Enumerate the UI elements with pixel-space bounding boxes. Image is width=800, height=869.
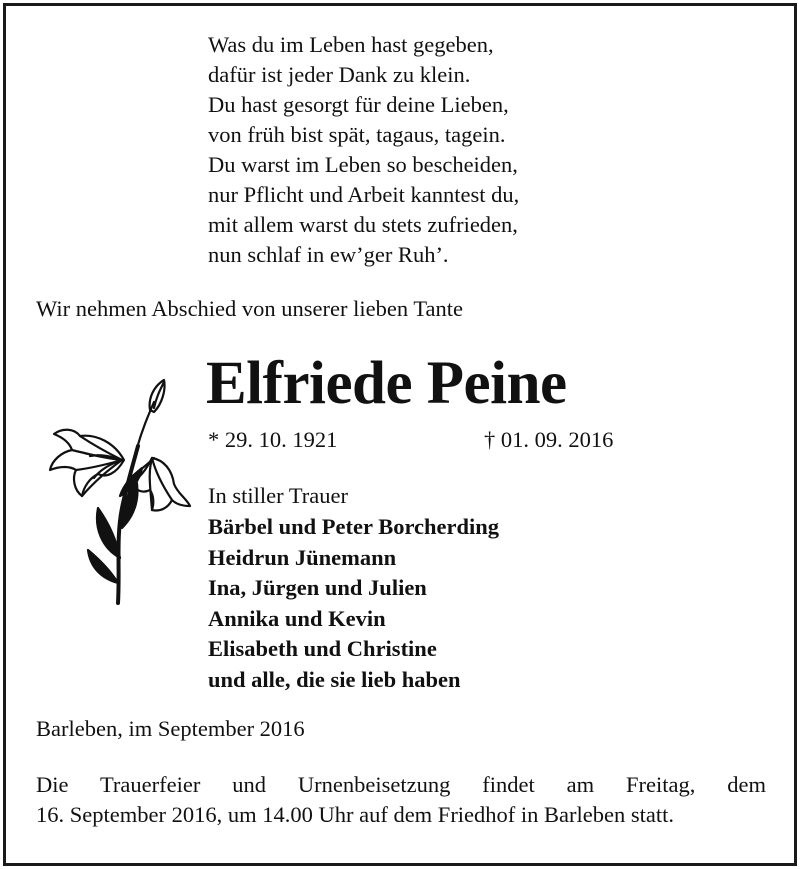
- poem-line: von früh bist spät, tagaus, tagein.: [208, 122, 506, 147]
- mourner-list: [208, 512, 499, 695]
- service-line: Die Trauerfeier und Urnenbeisetzung findet am Freitag, dem: [36, 772, 766, 797]
- mourning-intro: In stiller Trauer: [208, 483, 348, 508]
- mourner-name: Elisabeth und Christine: [208, 636, 437, 661]
- mourner-name: Ina, Jürgen und Julien: [208, 575, 427, 600]
- deceased-name: Elfriede Peine: [206, 350, 567, 417]
- place-date: Barleben, im September 2016: [36, 716, 305, 741]
- mourner-name: Bärbel und Peter Borcherding: [208, 514, 500, 539]
- mourner-name: Heidrun Jünemann: [208, 544, 397, 570]
- lily-icon: [36, 378, 196, 606]
- mourner-name: und alle, die sie lieb haben: [208, 666, 461, 692]
- death-date: † 01. 09. 2016: [484, 427, 614, 452]
- poem-line: nun schlaf in ew’ger Ruh’.: [208, 242, 449, 267]
- poem-line: Du warst im Leben so bescheiden,: [208, 152, 518, 177]
- service-line: 16. September 2016, um 14.00 Uhr auf dem Friedhof in Barleben statt.: [36, 802, 674, 827]
- service-info: [36, 770, 766, 830]
- mourner-name: Annika und Kevin: [208, 605, 386, 631]
- farewell-line: Wir nehmen Abschied von unserer lieben Tante: [36, 296, 463, 321]
- poem-line: nur Pflicht und Arbeit kanntest du,: [208, 182, 520, 207]
- poem-line: Was du im Leben hast gegeben,: [208, 32, 494, 57]
- poem-line: dafür ist jeder Dank zu klein.: [208, 62, 471, 87]
- poem-line: mit allem warst du stets zufrieden,: [208, 212, 518, 237]
- poem-line: Du hast gesorgt für deine Lieben,: [208, 92, 509, 117]
- poem: [208, 30, 519, 270]
- birth-date: * 29. 10. 1921: [208, 427, 338, 452]
